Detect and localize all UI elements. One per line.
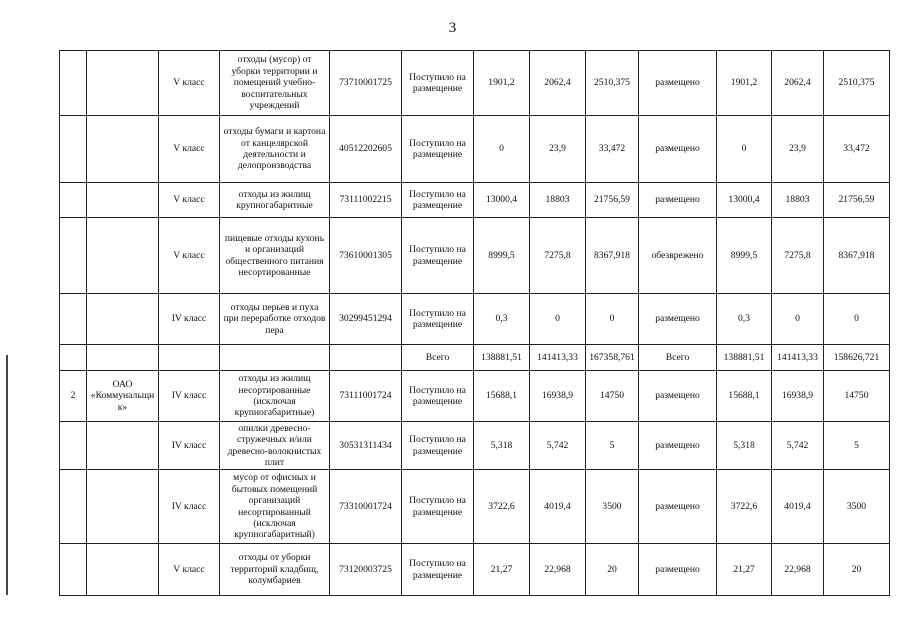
table-row: [60, 218, 890, 294]
row-number: [60, 345, 87, 371]
row-number: [60, 544, 87, 596]
waste-code: 40512202605: [330, 116, 402, 183]
value-4: 21,27: [717, 544, 772, 596]
value-5: 7275,8: [772, 218, 824, 294]
waste-name: [220, 345, 330, 371]
value-3: 0: [586, 294, 639, 345]
value-3: 21756,59: [586, 183, 639, 218]
row-number: [60, 116, 87, 183]
value-4: 0,3: [717, 294, 772, 345]
value-3: 167358,761: [586, 345, 639, 371]
status: Всего: [402, 345, 474, 371]
value-6: 14750: [824, 371, 890, 422]
value-2: 16938,9: [530, 371, 586, 422]
waste-code: 73120003725: [330, 544, 402, 596]
organization: [87, 345, 159, 371]
value-2: 7275,8: [530, 218, 586, 294]
value-4: 8999,5: [717, 218, 772, 294]
waste-code: 30299451294: [330, 294, 402, 345]
waste-code: [330, 345, 402, 371]
value-5: 0: [772, 294, 824, 345]
value-4: 13000,4: [717, 183, 772, 218]
table-row: [60, 422, 890, 470]
value-3: 3500: [586, 470, 639, 544]
value-2: 2062,4: [530, 51, 586, 116]
value-6: 33,472: [824, 116, 890, 183]
scan-edge-line: [6, 355, 8, 595]
status: Поступило на размещение: [402, 544, 474, 596]
hazard-class: IV класс: [159, 422, 220, 470]
row-number: [60, 294, 87, 345]
organization: [87, 116, 159, 183]
action: размещено: [639, 51, 717, 116]
row-number: [60, 51, 87, 116]
hazard-class: V класс: [159, 116, 220, 183]
value-5: 16938,9: [772, 371, 824, 422]
value-1: 15688,1: [474, 371, 530, 422]
table-row: [60, 470, 890, 544]
action: обезврежено: [639, 218, 717, 294]
waste-code: 73610001305: [330, 218, 402, 294]
value-6: 20: [824, 544, 890, 596]
table-row: [60, 51, 890, 116]
row-number: [60, 218, 87, 294]
value-3: 8367,918: [586, 218, 639, 294]
waste-code: 73111001724: [330, 371, 402, 422]
value-3: 5: [586, 422, 639, 470]
value-1: 0: [474, 116, 530, 183]
value-6: 21756,59: [824, 183, 890, 218]
waste-name: отходы из жилищ крупногабаритные: [220, 183, 330, 218]
waste-name: опилки древесно-стружечных и/или древесно-волокнистых плит: [220, 422, 330, 470]
value-6: 158626,721: [824, 345, 890, 371]
table-row: [60, 544, 890, 596]
action: Всего: [639, 345, 717, 371]
value-6: 0: [824, 294, 890, 345]
action: размещено: [639, 544, 717, 596]
value-5: 5,742: [772, 422, 824, 470]
status: Поступило на размещение: [402, 116, 474, 183]
hazard-class: V класс: [159, 183, 220, 218]
table-row: [60, 294, 890, 345]
table-row: [60, 183, 890, 218]
status: Поступило на размещение: [402, 422, 474, 470]
value-1: 1901,2: [474, 51, 530, 116]
status: Поступило на размещение: [402, 294, 474, 345]
organization: [87, 294, 159, 345]
value-5: 2062,4: [772, 51, 824, 116]
value-6: 8367,918: [824, 218, 890, 294]
row-number: [60, 183, 87, 218]
row-number: [60, 422, 87, 470]
organization: [87, 422, 159, 470]
table-row: [60, 116, 890, 183]
value-1: 8999,5: [474, 218, 530, 294]
organization: [87, 470, 159, 544]
value-5: 22,968: [772, 544, 824, 596]
action: размещено: [639, 371, 717, 422]
status: Поступило на размещение: [402, 183, 474, 218]
hazard-class: [159, 345, 220, 371]
waste-code: 30531311434: [330, 422, 402, 470]
organization: [87, 544, 159, 596]
waste-name: отходы из жилищ несортированные (исключая крупногабаритные): [220, 371, 330, 422]
value-5: 4019,4: [772, 470, 824, 544]
hazard-class: V класс: [159, 51, 220, 116]
waste-name: мусор от офисных и бытовых помещений организаций несортированный (исключая крупногабаритный): [220, 470, 330, 544]
value-4: 1901,2: [717, 51, 772, 116]
row-number: 2: [60, 371, 87, 422]
value-2: 4019,4: [530, 470, 586, 544]
value-2: 22,968: [530, 544, 586, 596]
organization: [87, 183, 159, 218]
value-6: 5: [824, 422, 890, 470]
waste-table: [59, 50, 890, 596]
hazard-class: IV класс: [159, 470, 220, 544]
value-2: 23,9: [530, 116, 586, 183]
waste-name: пищевые отходы кухонь и организаций общественного питания несортированные: [220, 218, 330, 294]
waste-name: отходы (мусор) от уборки территории и помещений учебно-воспитательных учреждений: [220, 51, 330, 116]
organization: [87, 218, 159, 294]
organization: [87, 51, 159, 116]
value-1: 3722,6: [474, 470, 530, 544]
table-row: [60, 345, 890, 371]
waste-code: 73111002215: [330, 183, 402, 218]
value-3: 33,472: [586, 116, 639, 183]
hazard-class: IV класс: [159, 371, 220, 422]
hazard-class: IV класс: [159, 294, 220, 345]
value-4: 0: [717, 116, 772, 183]
value-4: 138881,51: [717, 345, 772, 371]
value-3: 20: [586, 544, 639, 596]
status: Поступило на размещение: [402, 470, 474, 544]
value-1: 13000,4: [474, 183, 530, 218]
action: размещено: [639, 294, 717, 345]
page-number: 3: [448, 20, 457, 36]
organization: ОАО «Коммунальщик»: [87, 371, 159, 422]
status: Поступило на размещение: [402, 371, 474, 422]
value-5: 141413,33: [772, 345, 824, 371]
value-2: 0: [530, 294, 586, 345]
waste-name: отходы от уборки территорий кладбищ, колумбариев: [220, 544, 330, 596]
value-6: 2510,375: [824, 51, 890, 116]
value-5: 18803: [772, 183, 824, 218]
action: размещено: [639, 116, 717, 183]
hazard-class: V класс: [159, 544, 220, 596]
value-3: 2510,375: [586, 51, 639, 116]
value-2: 141413,33: [530, 345, 586, 371]
waste-code: 73310001724: [330, 470, 402, 544]
value-2: 5,742: [530, 422, 586, 470]
hazard-class: V класс: [159, 218, 220, 294]
value-4: 3722,6: [717, 470, 772, 544]
value-4: 5,318: [717, 422, 772, 470]
table-body: [60, 51, 890, 596]
value-4: 15688,1: [717, 371, 772, 422]
value-5: 23,9: [772, 116, 824, 183]
value-1: 138881,51: [474, 345, 530, 371]
value-1: 0,3: [474, 294, 530, 345]
waste-code: 73710001725: [330, 51, 402, 116]
action: размещено: [639, 470, 717, 544]
value-2: 18803: [530, 183, 586, 218]
value-1: 21,27: [474, 544, 530, 596]
action: размещено: [639, 183, 717, 218]
table-row: [60, 371, 890, 422]
value-1: 5,318: [474, 422, 530, 470]
status: Поступило на размещение: [402, 218, 474, 294]
action: размещено: [639, 422, 717, 470]
value-6: 3500: [824, 470, 890, 544]
status: Поступило на размещение: [402, 51, 474, 116]
value-3: 14750: [586, 371, 639, 422]
row-number: [60, 470, 87, 544]
waste-name: отходы бумаги и картона от канцелярской деятельности и делопроизводства: [220, 116, 330, 183]
waste-name: отходы перьев и пуха при переработке отходов пера: [220, 294, 330, 345]
